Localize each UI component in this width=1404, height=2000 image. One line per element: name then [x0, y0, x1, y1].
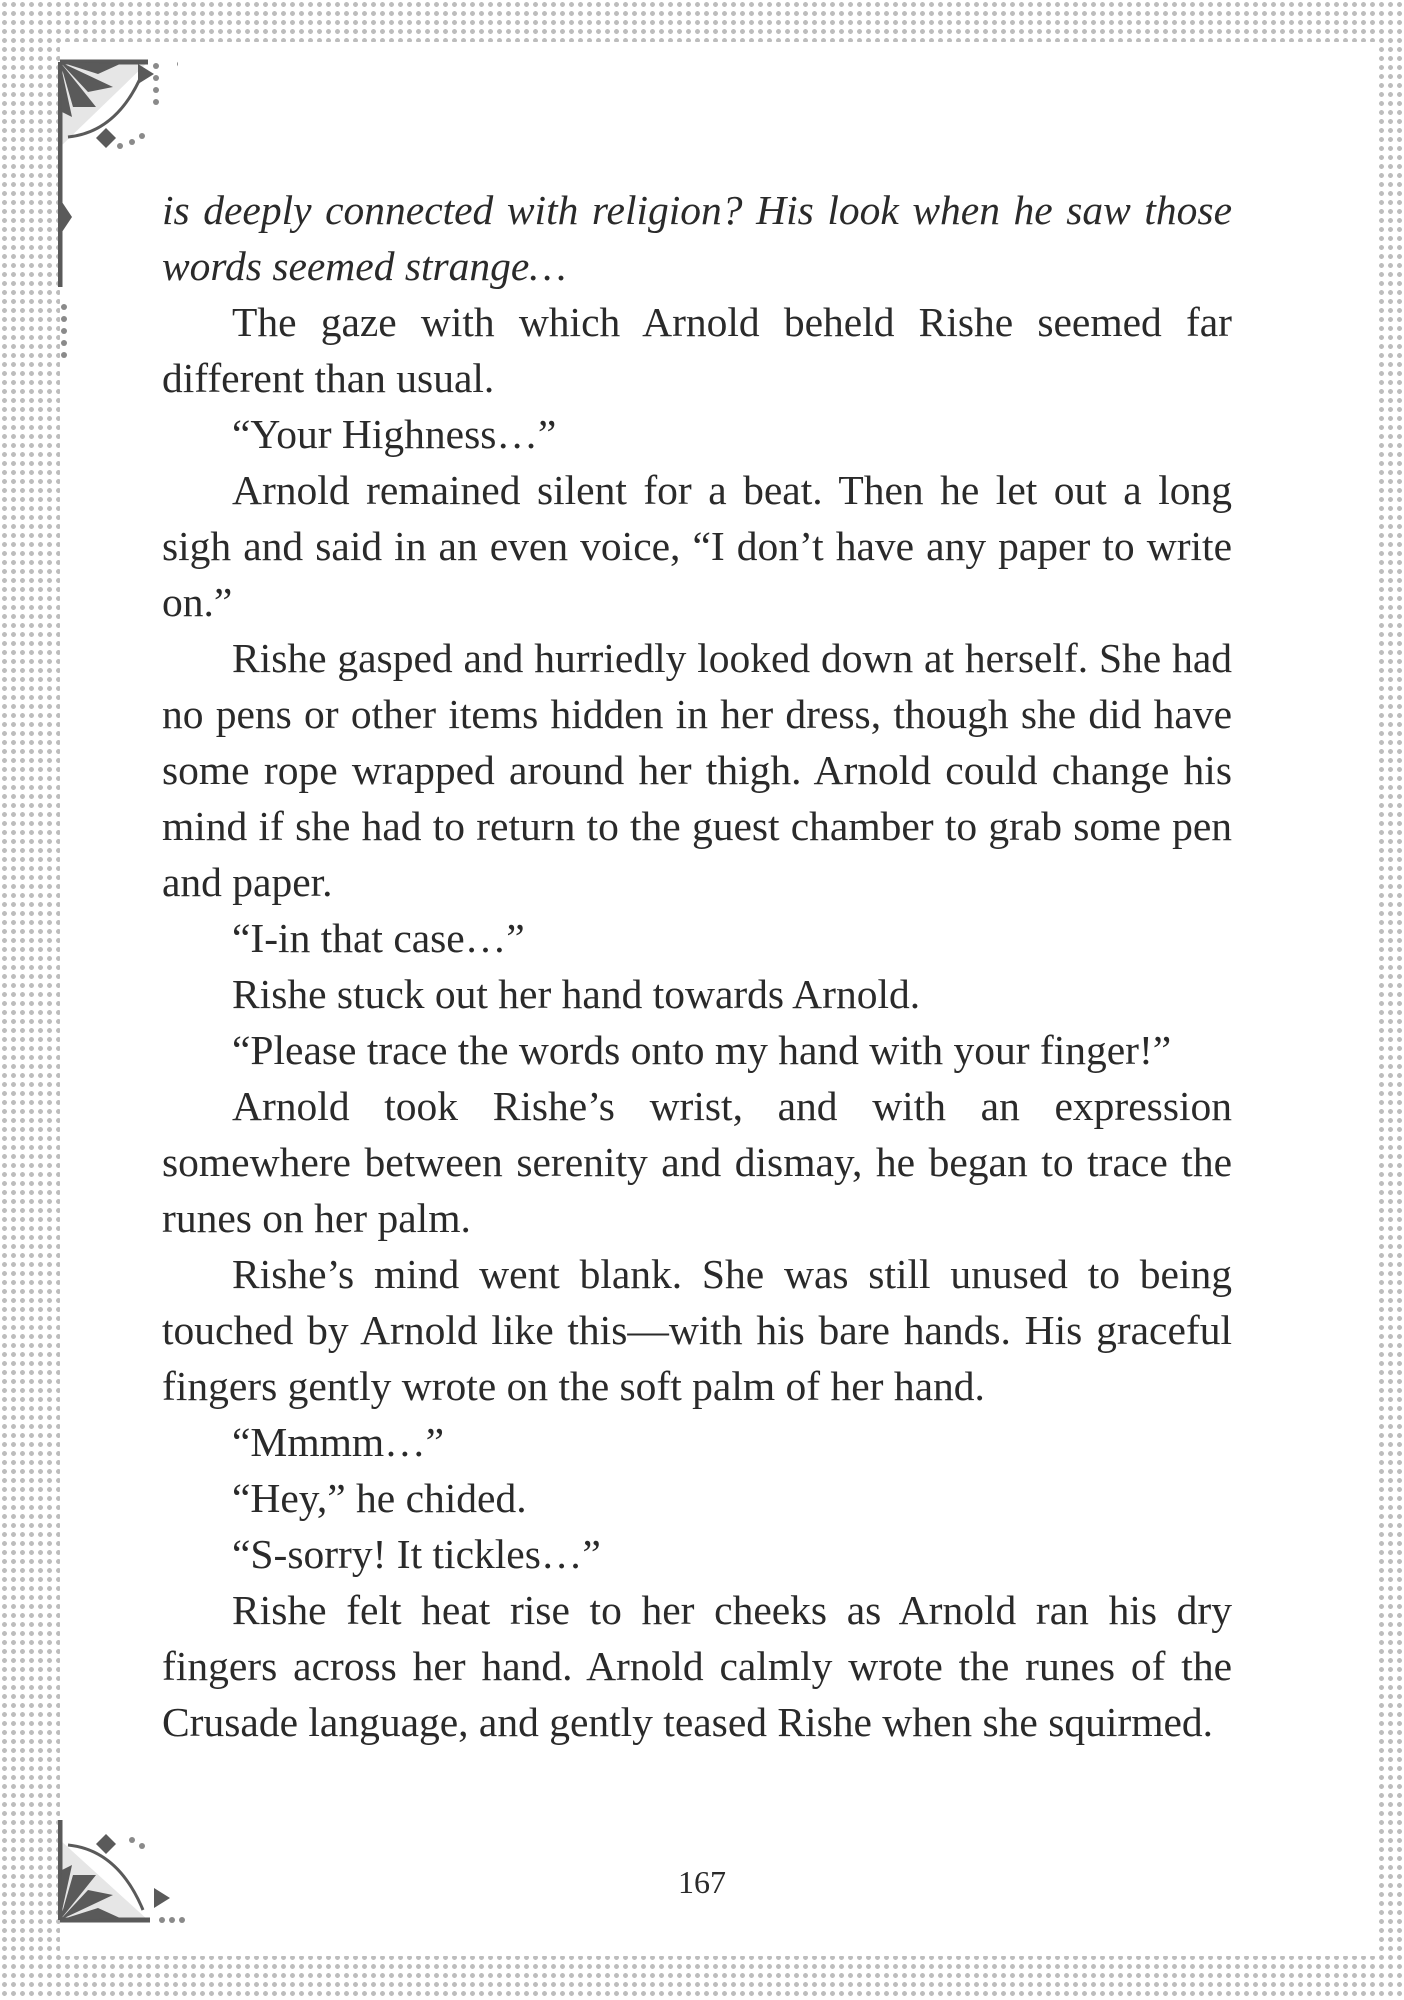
paragraph: “I-in that case…”	[232, 915, 525, 961]
paragraph: Rishe gasped and hurriedly looked down at herself. She had no pens or other items hidden in her dress, though she did have some rope wrapped around her thigh. Arnold could change his mind if she had to return to the guest chamber to grab some pen and paper.	[162, 635, 1232, 905]
paragraph: Arnold took Rishe’s wrist, and with an expression somewhere between serenity and dismay, he began to trace the runes on her palm.	[162, 1083, 1232, 1241]
paragraph: Rishe’s mind went blank. She was still unused to being touched by Arnold like this—with his bare hands. His graceful fingers gently wrote on the soft palm of her hand.	[162, 1251, 1232, 1409]
page-number: 167	[678, 1864, 726, 1900]
paragraph: “Please trace the words onto my hand with your finger!”	[232, 1027, 1172, 1073]
paragraph: “S-sorry! It tickles…”	[232, 1531, 601, 1577]
top-corner-ornament-icon	[58, 52, 178, 392]
body-text	[162, 182, 1232, 1750]
paragraph: is deeply connected with religion? His look when he saw those words seemed strange…	[162, 187, 1232, 289]
paragraph: “Mmmm…”	[232, 1419, 445, 1465]
paragraph: The gaze with which Arnold beheld Rishe seemed far different than usual.	[162, 299, 1232, 401]
paragraph: Rishe stuck out her hand towards Arnold.	[232, 971, 921, 1017]
paragraph: Rishe felt heat rise to her cheeks as Arnold ran his dry fingers across her hand. Arnold calmly wrote the runes of the Crusade language, and gently teased Rishe when she squirmed.	[162, 1587, 1232, 1745]
paragraph: Arnold remained silent for a beat. Then he let out a long sigh and said in an even voice, “I don’t have any paper to write on.”	[162, 467, 1232, 625]
paragraph: “Hey,” he chided.	[232, 1475, 527, 1521]
paragraph: “Your Highness…”	[232, 411, 557, 457]
